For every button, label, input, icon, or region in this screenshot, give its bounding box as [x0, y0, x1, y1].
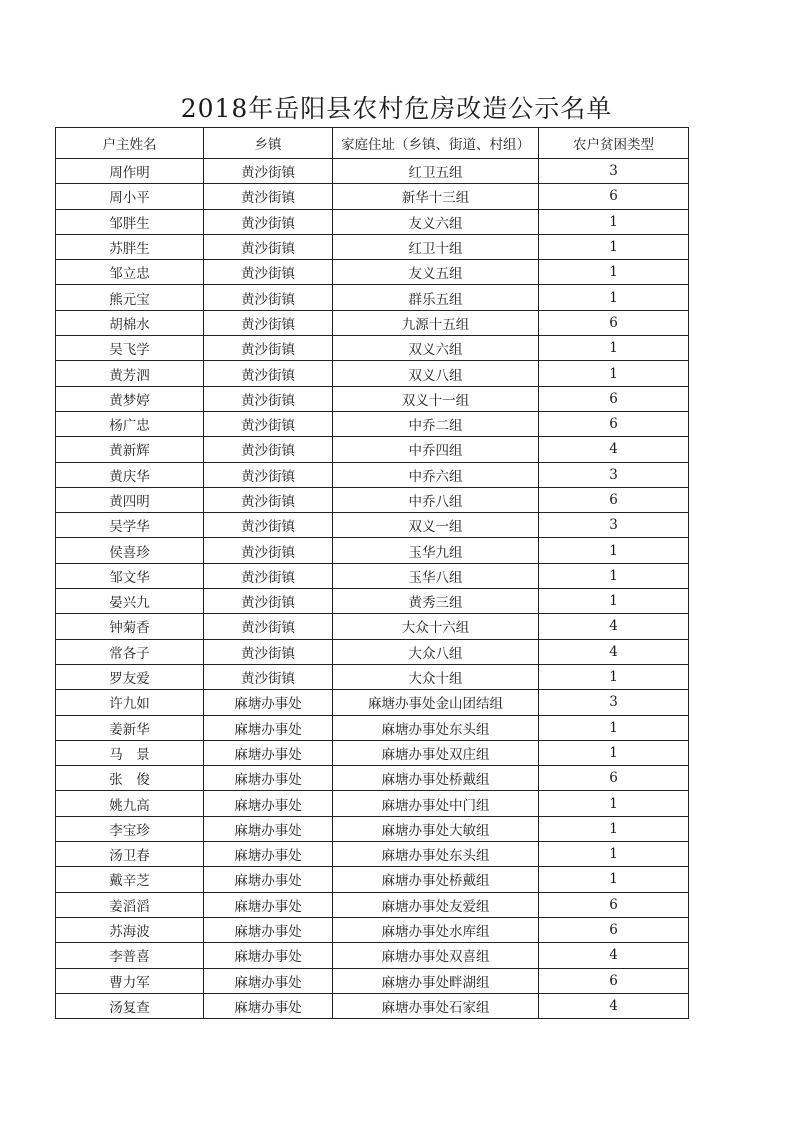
owner-name-cell: 许九如	[56, 690, 204, 715]
address-cell: 麻塘办事处双庄组	[333, 740, 539, 765]
table-body	[56, 159, 689, 1019]
address-cell: 中乔二组	[333, 411, 539, 436]
table-row	[56, 766, 689, 791]
address-cell: 中乔六组	[333, 462, 539, 487]
owner-name-cell: 姚九高	[56, 791, 204, 816]
township-cell: 麻塘办事处	[204, 892, 333, 917]
table-row	[56, 740, 689, 765]
housing-roster-table	[55, 127, 689, 1019]
township-cell: 麻塘办事处	[204, 816, 333, 841]
township-cell: 黄沙街镇	[204, 487, 333, 512]
owner-name-cell: 钟菊香	[56, 614, 204, 639]
township-cell: 麻塘办事处	[204, 842, 333, 867]
owner-name-cell: 汤卫春	[56, 842, 204, 867]
township-cell: 黄沙街镇	[204, 614, 333, 639]
township-cell: 黄沙街镇	[204, 513, 333, 538]
owner-name-cell: 侯喜珍	[56, 538, 204, 563]
table-row	[56, 411, 689, 436]
poverty-type-cell: 6	[539, 411, 689, 436]
poverty-type-cell: 4	[539, 993, 689, 1018]
owner-name-cell: 李宝珍	[56, 816, 204, 841]
poverty-type-cell: 6	[539, 487, 689, 512]
poverty-type-cell: 1	[539, 563, 689, 588]
table-row	[56, 968, 689, 993]
owner-name-cell: 黄四明	[56, 487, 204, 512]
address-cell: 双义十一组	[333, 386, 539, 411]
township-cell: 黄沙街镇	[204, 209, 333, 234]
address-cell: 麻塘办事处中门组	[333, 791, 539, 816]
poverty-type-cell: 1	[539, 842, 689, 867]
owner-name-cell: 吴学华	[56, 513, 204, 538]
owner-name-cell: 黄梦婷	[56, 386, 204, 411]
header-owner-name: 户主姓名	[56, 128, 204, 159]
address-cell: 麻塘办事处畔湖组	[333, 968, 539, 993]
address-cell: 黄秀三组	[333, 589, 539, 614]
table-row	[56, 639, 689, 664]
poverty-type-cell: 1	[539, 285, 689, 310]
owner-name-cell: 周作明	[56, 159, 204, 184]
poverty-type-cell: 4	[539, 639, 689, 664]
address-cell: 大众十组	[333, 664, 539, 689]
owner-name-cell: 黄新辉	[56, 437, 204, 462]
address-cell: 麻塘办事处石家组	[333, 993, 539, 1018]
table-row	[56, 361, 689, 386]
owner-name-cell: 杨广忠	[56, 411, 204, 436]
address-cell: 大众十六组	[333, 614, 539, 639]
page-title: 2018年岳阳县农村危房改造公示名单	[180, 94, 613, 123]
address-cell: 新华十三组	[333, 184, 539, 209]
owner-name-cell: 戴辛芝	[56, 867, 204, 892]
poverty-type-cell: 1	[539, 867, 689, 892]
township-cell: 麻塘办事处	[204, 766, 333, 791]
township-cell: 黄沙街镇	[204, 437, 333, 462]
township-cell: 黄沙街镇	[204, 664, 333, 689]
table-row	[56, 715, 689, 740]
poverty-type-cell: 1	[539, 209, 689, 234]
township-cell: 黄沙街镇	[204, 361, 333, 386]
poverty-type-cell: 1	[539, 664, 689, 689]
table-row	[56, 462, 689, 487]
poverty-type-cell: 6	[539, 968, 689, 993]
table-row	[56, 816, 689, 841]
township-cell: 黄沙街镇	[204, 386, 333, 411]
township-cell: 麻塘办事处	[204, 791, 333, 816]
table-row	[56, 589, 689, 614]
address-cell: 红卫五组	[333, 159, 539, 184]
owner-name-cell: 胡棉水	[56, 310, 204, 335]
header-poverty-type: 农户贫困类型	[539, 128, 689, 159]
township-cell: 麻塘办事处	[204, 867, 333, 892]
township-cell: 麻塘办事处	[204, 740, 333, 765]
table-row	[56, 336, 689, 361]
poverty-type-cell: 6	[539, 917, 689, 942]
poverty-type-cell: 6	[539, 892, 689, 917]
owner-name-cell: 邹胖生	[56, 209, 204, 234]
poverty-type-cell: 1	[539, 816, 689, 841]
township-cell: 麻塘办事处	[204, 943, 333, 968]
address-cell: 麻塘办事处东头组	[333, 715, 539, 740]
poverty-type-cell: 6	[539, 184, 689, 209]
owner-name-cell: 曹力军	[56, 968, 204, 993]
owner-name-cell: 晏兴九	[56, 589, 204, 614]
poverty-type-cell: 1	[539, 260, 689, 285]
township-cell: 黄沙街镇	[204, 184, 333, 209]
owner-name-cell: 邹立忠	[56, 260, 204, 285]
table-row	[56, 285, 689, 310]
poverty-type-cell: 4	[539, 614, 689, 639]
township-cell: 黄沙街镇	[204, 589, 333, 614]
poverty-type-cell: 6	[539, 310, 689, 335]
poverty-type-cell: 4	[539, 437, 689, 462]
owner-name-cell: 苏胖生	[56, 234, 204, 259]
poverty-type-cell: 1	[539, 589, 689, 614]
table-row	[56, 159, 689, 184]
township-cell: 麻塘办事处	[204, 917, 333, 942]
table-row	[56, 487, 689, 512]
township-cell: 黄沙街镇	[204, 285, 333, 310]
table-row	[56, 563, 689, 588]
table-row	[56, 842, 689, 867]
poverty-type-cell: 6	[539, 386, 689, 411]
owner-name-cell: 汤复查	[56, 993, 204, 1018]
address-cell: 麻塘办事处东头组	[333, 842, 539, 867]
address-cell: 麻塘办事处友爱组	[333, 892, 539, 917]
poverty-type-cell: 3	[539, 513, 689, 538]
township-cell: 黄沙街镇	[204, 411, 333, 436]
owner-name-cell: 姜新华	[56, 715, 204, 740]
address-cell: 麻塘办事处大敏组	[333, 816, 539, 841]
address-cell: 麻塘办事处桥戴组	[333, 766, 539, 791]
owner-name-cell: 李普喜	[56, 943, 204, 968]
address-cell: 双义一组	[333, 513, 539, 538]
address-cell: 麻塘办事处水库组	[333, 917, 539, 942]
table-row	[56, 690, 689, 715]
table-row	[56, 538, 689, 563]
table-row	[56, 614, 689, 639]
table-row	[56, 867, 689, 892]
poverty-type-cell: 1	[539, 538, 689, 563]
address-cell: 中乔八组	[333, 487, 539, 512]
table-row	[56, 791, 689, 816]
township-cell: 麻塘办事处	[204, 715, 333, 740]
poverty-type-cell: 1	[539, 234, 689, 259]
table-row	[56, 437, 689, 462]
township-cell: 黄沙街镇	[204, 310, 333, 335]
address-cell: 中乔四组	[333, 437, 539, 462]
address-cell: 麻塘办事处桥戴组	[333, 867, 539, 892]
header-address: 家庭住址（乡镇、街道、村组）	[333, 128, 539, 159]
owner-name-cell: 常各子	[56, 639, 204, 664]
poverty-type-cell: 4	[539, 943, 689, 968]
owner-name-cell: 苏海波	[56, 917, 204, 942]
poverty-type-cell: 1	[539, 336, 689, 361]
table-row	[56, 892, 689, 917]
owner-name-cell: 张 俊	[56, 766, 204, 791]
poverty-type-cell: 1	[539, 740, 689, 765]
poverty-type-cell: 6	[539, 766, 689, 791]
township-cell: 黄沙街镇	[204, 234, 333, 259]
owner-name-cell: 罗友爱	[56, 664, 204, 689]
table-row	[56, 513, 689, 538]
table-row	[56, 664, 689, 689]
township-cell: 黄沙街镇	[204, 462, 333, 487]
address-cell: 九源十五组	[333, 310, 539, 335]
township-cell: 麻塘办事处	[204, 993, 333, 1018]
table-row	[56, 234, 689, 259]
address-cell: 友义六组	[333, 209, 539, 234]
township-cell: 黄沙街镇	[204, 563, 333, 588]
address-cell: 群乐五组	[333, 285, 539, 310]
address-cell: 麻塘办事处金山团结组	[333, 690, 539, 715]
address-cell: 大众八组	[333, 639, 539, 664]
address-cell: 双义六组	[333, 336, 539, 361]
address-cell: 双义八组	[333, 361, 539, 386]
address-cell: 玉华八组	[333, 563, 539, 588]
table-row	[56, 943, 689, 968]
poverty-type-cell: 1	[539, 791, 689, 816]
owner-name-cell: 黄庆华	[56, 462, 204, 487]
address-cell: 玉华九组	[333, 538, 539, 563]
table-row	[56, 386, 689, 411]
poverty-type-cell: 3	[539, 690, 689, 715]
address-cell: 红卫十组	[333, 234, 539, 259]
township-cell: 黄沙街镇	[204, 260, 333, 285]
poverty-type-cell: 3	[539, 462, 689, 487]
owner-name-cell: 黄芳泗	[56, 361, 204, 386]
township-cell: 麻塘办事处	[204, 690, 333, 715]
township-cell: 黄沙街镇	[204, 159, 333, 184]
table-row	[56, 184, 689, 209]
table-row	[56, 209, 689, 234]
poverty-type-cell: 3	[539, 159, 689, 184]
poverty-type-cell: 1	[539, 361, 689, 386]
township-cell: 黄沙街镇	[204, 336, 333, 361]
table-row	[56, 917, 689, 942]
table-header-row	[56, 128, 689, 159]
table-row	[56, 310, 689, 335]
address-cell: 友义五组	[333, 260, 539, 285]
table-row	[56, 260, 689, 285]
address-cell: 麻塘办事处双喜组	[333, 943, 539, 968]
owner-name-cell: 熊元宝	[56, 285, 204, 310]
header-township: 乡镇	[204, 128, 333, 159]
owner-name-cell: 周小平	[56, 184, 204, 209]
township-cell: 麻塘办事处	[204, 968, 333, 993]
owner-name-cell: 邹文华	[56, 563, 204, 588]
township-cell: 黄沙街镇	[204, 639, 333, 664]
owner-name-cell: 马 景	[56, 740, 204, 765]
owner-name-cell: 吴飞学	[56, 336, 204, 361]
poverty-type-cell: 1	[539, 715, 689, 740]
owner-name-cell: 姜滔滔	[56, 892, 204, 917]
table-row	[56, 993, 689, 1018]
township-cell: 黄沙街镇	[204, 538, 333, 563]
